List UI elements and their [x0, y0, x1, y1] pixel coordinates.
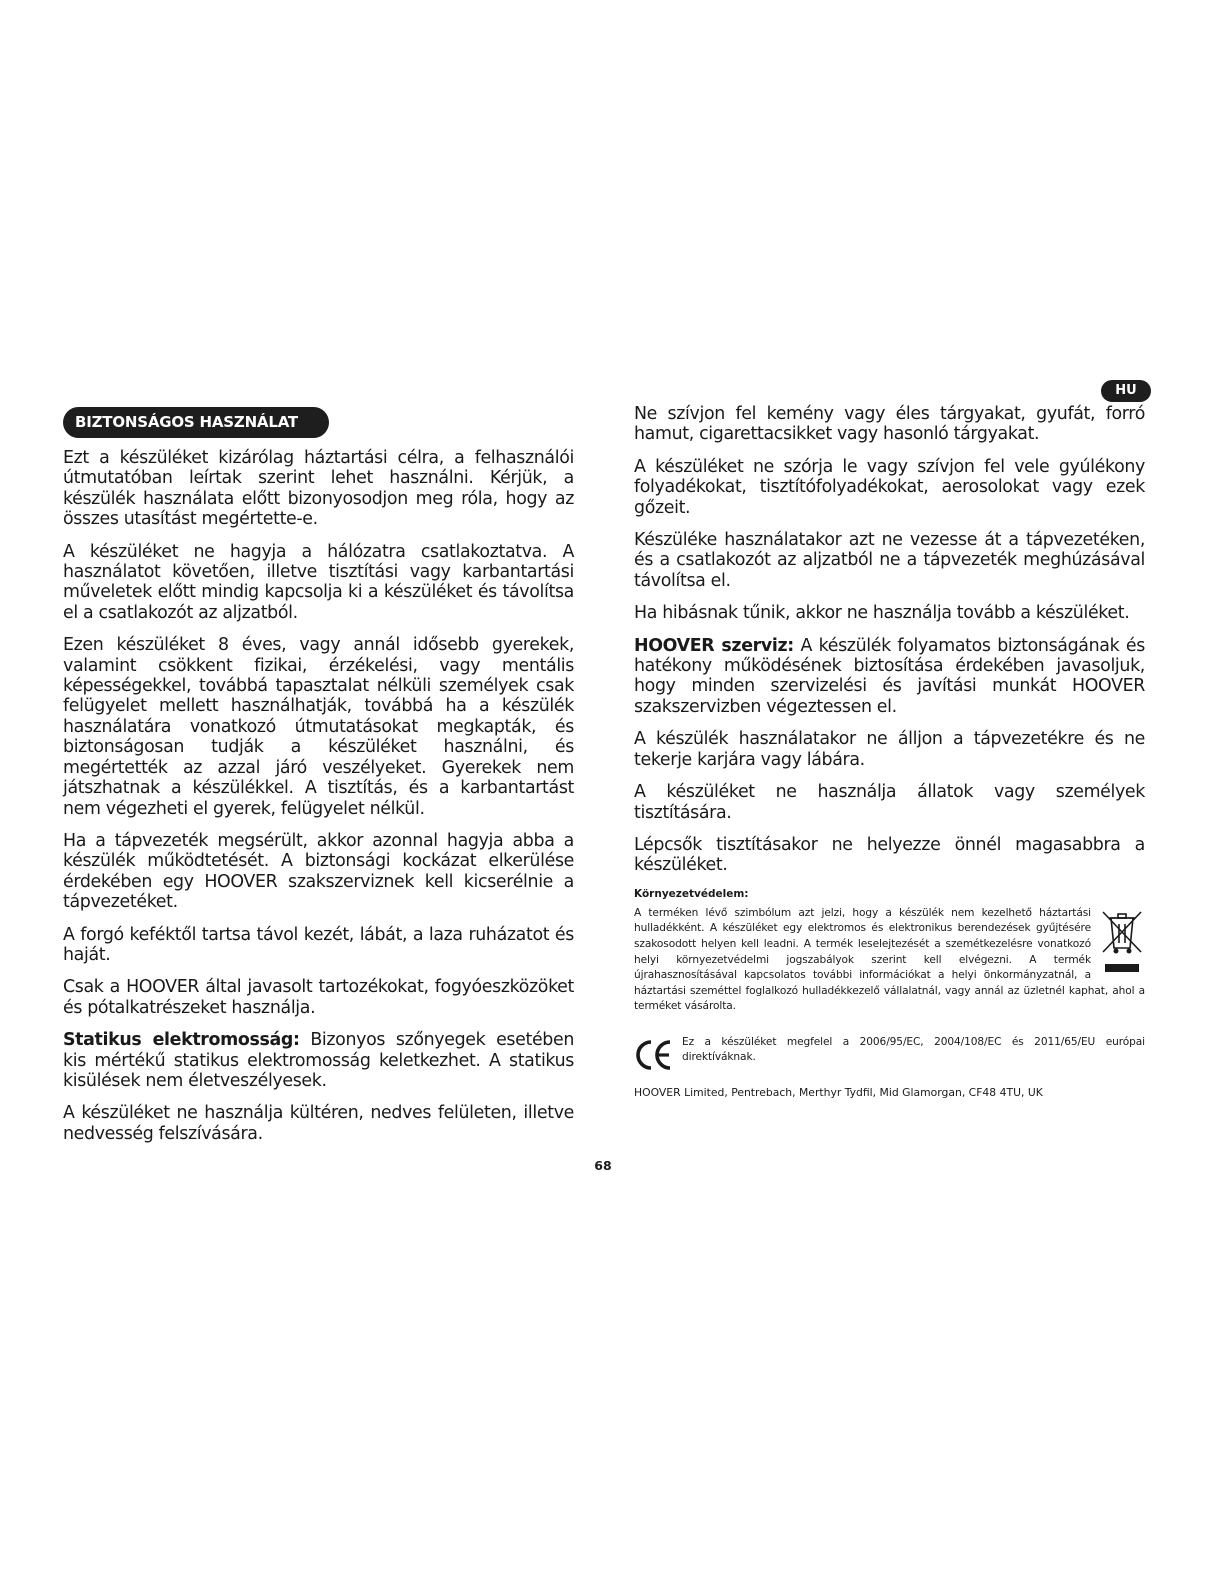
- paragraph: [63, 925, 574, 966]
- paragraph-text: A készüléket ne használja állatok vagy személyek tisztítására.: [634, 782, 1145, 823]
- paragraph-text: Lépcsők tisztításakor ne helyezze önnél magasabbra a készüléket.: [634, 834, 1145, 876]
- paragraph-text: Készüléke használatakor azt ne vezesse át a tápvezetéken, és a csatlakozót az aljzatból ne a tápvezeték meghúzásával távolítsa el.: [634, 530, 1145, 591]
- paragraph-text: Ezen készüléket 8 éves, vagy annál idősebb gyerekek, valamint csökkent fizikai, érzékelési, vagy mentális képességekkel, továbbá tapasztalat nélküli személyek csak felügyelet mellett használhatják, továbbá ha a készülék használatára vonatkozó útmutatásokat megkapták, és biztonságosan tudják a készüléket használni, és megértették az azzal járó veszélyeket. Gyerekek nem játszhatnak a készülékkel. A tisztítás, és a karbantartást nem végezheti el gyerek, felügyelet nélkül.: [63, 635, 574, 819]
- paragraph: [634, 729, 1145, 770]
- paragraph: [63, 448, 574, 530]
- language-badge: HU: [1101, 380, 1151, 402]
- paragraph-lead: Statikus elektromosság:: [63, 1030, 300, 1051]
- paragraph: [63, 635, 574, 819]
- paragraph: [634, 835, 1145, 876]
- paragraph-text: Ha hibásnak tűnik, akkor ne használja tovább a készüléket.: [634, 603, 1130, 624]
- paragraph: [634, 603, 1145, 623]
- paragraph: [63, 542, 574, 624]
- paragraph-text: A készülék használatakor ne álljon a tápvezetékre és ne tekerje karjára vagy lábára.: [634, 729, 1145, 770]
- paragraph-text: Ha a tápvezeték megsérült, akkor azonnal hagyja abba a készülék működtetését. A biztonsági kockázat elkerülése érdekében egy HOOVER szakszerviznek kell kicserélnie a tápvezetéket.: [63, 830, 574, 913]
- ce-text: Ez a készüléket megfelel a 2006/95/EC, 2004/108/EC és 2011/65/EU európai direktíváknak.: [682, 1035, 1145, 1064]
- paragraph: [634, 404, 1145, 445]
- environment-heading: Környezetvédelem:: [634, 887, 749, 900]
- paragraph-text: A forgó keféktől tartsa távol kezét, lábát, a laza ruházatot és haját.: [63, 924, 574, 965]
- paragraph-text: Csak a HOOVER által javasolt tartozékokat, fogyóeszközöket és pótalkatrészeket használja.: [63, 977, 574, 1018]
- paragraph-text: A készüléket ne használja kültéren, nedves felületen, illetve nedvesség felszívására.: [63, 1103, 574, 1144]
- environment-text: A terméken lévő szimbólum azt jelzi, hogy a készülék nem kezelhető háztartási hulladékként. A készüléket egy elektromos és elektronikus berendezések gyűjtésére szakosodott helyen kell leadni. A termék leselejtezését a szemétkezelésre vonatkozó helyi környezetvédelmi jogszabályok szerint kell elvégezni. A termék újrahasznosításával kapcsolatos további információkat a helyi önkormányzatnál, a háztartási szeméttel foglalkozó hulladékkezelő vállalatnál, vagy annál az üzletnél kaphat, ahol a terméket vásárolta.: [634, 906, 1145, 1013]
- crossed-out-wheelie-bin-icon: [1099, 908, 1145, 974]
- manufacturer-address: HOOVER Limited, Pentrebach, Merthyr Tydfil, Mid Glamorgan, CF48 4TU, UK: [634, 1085, 1043, 1099]
- paragraph-text: Ne szívjon fel kemény vagy éles tárgyakat, gyufát, forró hamut, cigarettacsikket vagy hasonló tárgyakat.: [634, 404, 1145, 445]
- ce-mark-icon: [634, 1037, 674, 1073]
- environment-section: [634, 906, 1145, 1015]
- paragraph-text: Bizonyos szőnyegek esetében kis mértékű statikus elektromosság keletkezhet. A statikus kisülések nem életveszélyesek.: [63, 1030, 575, 1091]
- paragraph: [63, 1103, 574, 1144]
- paragraph-text: Ezt a készüléket kizárólag háztartási célra, a felhasználói útmutatóban leírtak szerint lehet használni. Kérjük, a készülék használata előtt bizonyosodjon meg róla, hogy az összes utasítást megértette-e.: [63, 448, 574, 530]
- paragraph-text: A készülék folyamatos biztonságának és hatékony működésének biztosítása érdekében javasoljuk, hogy minden szervizelési és javítási munkát HOOVER szakszervizben végeztessen el.: [634, 635, 1145, 717]
- paragraph-lead: HOOVER szerviz:: [634, 635, 794, 656]
- right-column: [634, 404, 1145, 1100]
- paragraph: [634, 457, 1145, 518]
- paragraph: [634, 530, 1145, 591]
- paragraph: [63, 977, 574, 1018]
- section-title: BIZTONSÁGOS HASZNÁLAT: [63, 407, 329, 438]
- paragraph: [63, 1030, 574, 1091]
- ce-section: [634, 1035, 1145, 1073]
- paragraph: [634, 782, 1145, 823]
- paragraph: [634, 636, 1145, 718]
- paragraph-text: A készüléket ne szórja le vagy szívjon fel vele gyúlékony folyadékokat, tisztítófolyadékokat, aerosolokat vagy ezek gőzeit.: [634, 456, 1145, 518]
- left-column: [63, 448, 574, 1156]
- page-number: 68: [594, 1158, 612, 1173]
- paragraph-text: A készüléket ne hagyja a hálózatra csatlakoztatva. A használatot követően, illetve tisztítási vagy karbantartási műveletek előtt mindig kapcsolja ki a készüléket és távolítsa el a csatlakozót az aljzatból.: [63, 541, 574, 623]
- paragraph: [63, 831, 574, 913]
